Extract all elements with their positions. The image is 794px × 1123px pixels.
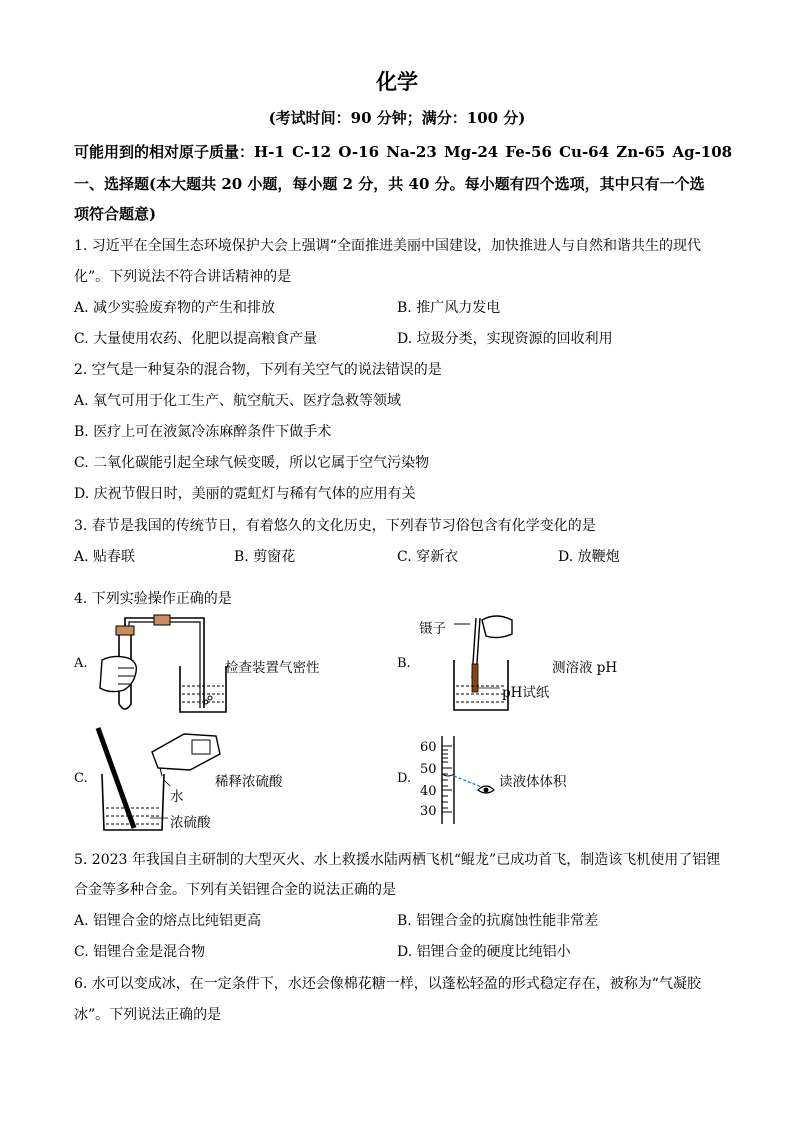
q4-option-a-label: A. bbox=[74, 656, 88, 671]
section-heading-line1: 一、选择题(本大题共 20 小题，每小题 2 分，共 40 分。每小题有四个选项，其中只有一个选 bbox=[74, 175, 705, 193]
cylinder-tick-30: 30 bbox=[420, 804, 437, 819]
q4-option-b-caption: 测溶液 pH bbox=[552, 660, 618, 676]
cylinder-tick-40: 40 bbox=[420, 784, 437, 799]
q4-option-c-acid-label: 浓硫酸 bbox=[170, 815, 211, 831]
airtightness-check-figure bbox=[92, 612, 232, 718]
q3-option-d: D. 放鞭炮 bbox=[558, 549, 620, 565]
q4-option-b-label: B. bbox=[397, 656, 411, 671]
q3-option-c: C. 穿新衣 bbox=[397, 549, 459, 565]
q2-option-d: D. 庆祝节假日时，美丽的霓虹灯与稀有气体的应用有关 bbox=[74, 486, 416, 502]
q3-option-a: A. 贴春联 bbox=[74, 549, 136, 565]
q5-stem-line1: 5. 2023 年我国自主研制的大型灭火、水上救援水陆两栖飞机“鲲龙”已成功首飞，制造该飞机使用了铝锂 bbox=[74, 852, 721, 868]
q4-option-a-caption: 检查装置气密性 bbox=[225, 660, 320, 676]
q1-stem-line1: 1. 习近平在全国生态环境保护大会上强调“全面推进美丽中国建设，加快推进人与自然和谐共生的现代 bbox=[74, 238, 701, 254]
q4-stem: 4. 下列实验操作正确的是 bbox=[74, 591, 232, 607]
q5-option-c: C. 铝锂合金是混合物 bbox=[74, 944, 206, 960]
q4-option-b-tweezers-label: 镊子 bbox=[419, 621, 446, 637]
q4-option-b-paper-label: pH试纸 bbox=[502, 685, 550, 701]
q4-option-d-caption: 读液体体积 bbox=[499, 774, 567, 790]
q3-option-b: B. 剪窗花 bbox=[234, 549, 296, 565]
q6-stem-line1: 6. 水可以变成冰，在一定条件下，水还会像棉花糖一样，以蓬松轻盈的形式稳定存在，被称为“气凝胶 bbox=[74, 976, 701, 992]
q4-option-d-label: D. bbox=[397, 771, 412, 786]
q2-option-a: A. 氧气可用于化工生产、航空航天、医疗急救等领域 bbox=[74, 393, 402, 409]
q2-stem: 2. 空气是一种复杂的混合物，下列有关空气的说法错误的是 bbox=[74, 362, 442, 378]
q1-stem-line2: 化”。下列说法不符合讲话精神的是 bbox=[74, 269, 292, 285]
q6-stem-line2: 冰”。下列说法正确的是 bbox=[74, 1007, 222, 1023]
cylinder-tick-60: 60 bbox=[420, 740, 437, 755]
q4-option-c-water-label: 水 bbox=[170, 789, 184, 805]
q1-option-b: B. 推广风力发电 bbox=[397, 300, 501, 316]
q1-option-d: D. 垃圾分类，实现资源的回收利用 bbox=[397, 331, 613, 347]
cylinder-tick-50: 50 bbox=[420, 762, 437, 777]
q2-option-c: C. 二氧化碳能引起全球气候变暖，所以它属于空气污染物 bbox=[74, 455, 430, 471]
atomic-masses: 可能用到的相对原子质量：H-1 C-12 O-16 Na-23 Mg-24 Fe-56 Cu-64 Zn-65 Ag-108 bbox=[74, 143, 733, 161]
q5-stem-line2: 合金等多种合金。下列有关铝锂合金的说法正确的是 bbox=[74, 882, 396, 898]
q4-option-c-caption: 稀释浓硫酸 bbox=[215, 774, 283, 790]
q2-option-b: B. 医疗上可在液氮冷冻麻醉条件下做手术 bbox=[74, 424, 332, 440]
page-title: 化学 bbox=[376, 69, 418, 94]
q1-option-c: C. 大量使用农药、化肥以提高粮食产量 bbox=[74, 331, 318, 347]
q5-option-b: B. 铝锂合金的抗腐蚀性能非常差 bbox=[397, 913, 599, 929]
exam-info: (考试时间：90 分钟；满分：100 分) bbox=[268, 109, 526, 127]
section-heading-line2: 项符合题意) bbox=[74, 205, 157, 223]
q1-option-a: A. 减少实验废弃物的产生和排放 bbox=[74, 300, 276, 316]
q4-option-c-label: C. bbox=[74, 771, 88, 786]
q5-option-d: D. 铝锂合金的硬度比纯铝小 bbox=[397, 944, 571, 960]
q3-stem: 3. 春节是我国的传统节日，有着悠久的文化历史，下列春节习俗包含有化学变化的是 bbox=[74, 518, 596, 534]
q5-option-a: A. 铝锂合金的熔点比纯铝更高 bbox=[74, 913, 262, 929]
